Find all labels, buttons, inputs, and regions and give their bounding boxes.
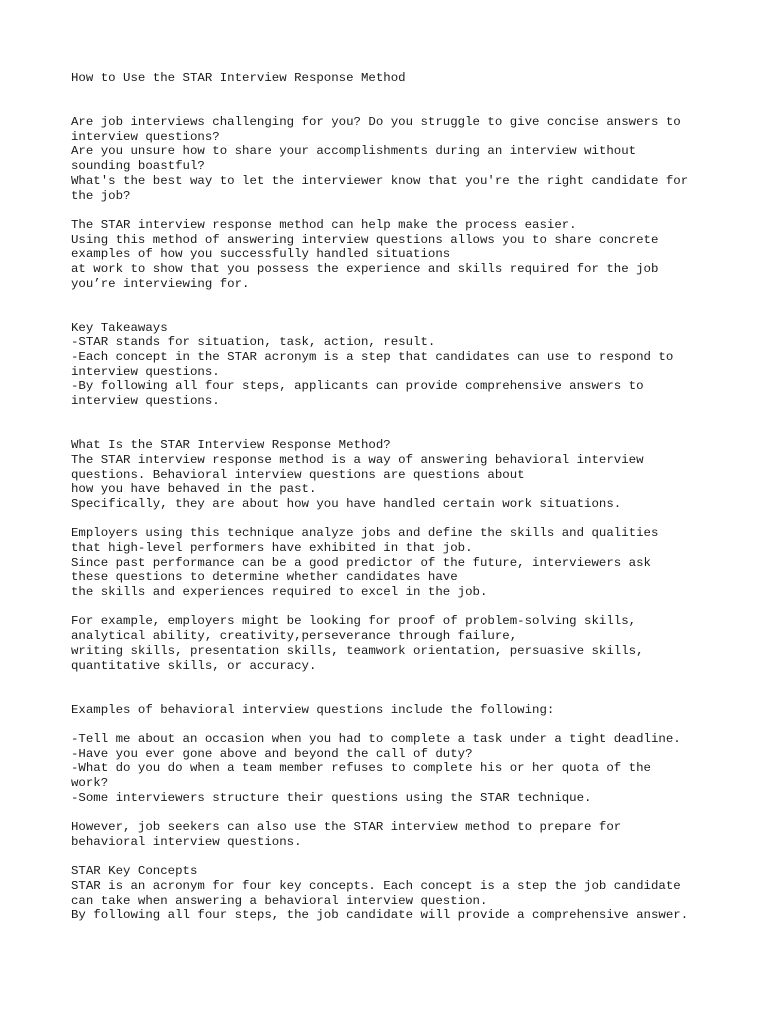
text-line: interview questions.: [71, 364, 220, 379]
text-line: the skills and experiences required to excel in the job.: [71, 585, 488, 600]
section-heading: Key Takeaways: [71, 320, 168, 335]
text-line: questions. Behavioral interview questions are questions about: [71, 467, 525, 482]
text-line: how you have behaved in the past.: [71, 482, 317, 497]
text-line: interview questions?: [71, 129, 220, 144]
text-line: you’re interviewing for.: [71, 276, 250, 291]
blank-line: [71, 100, 731, 115]
text-line: that high-level performers have exhibited in that job.: [71, 541, 473, 555]
text-line: can take when answering a behavioral interview question.: [71, 893, 488, 908]
document-title: How to Use the STAR Interview Response Method: [71, 71, 406, 85]
list-item: -Each concept in the STAR acronym is a step that candidates can use to respond to: [71, 350, 674, 365]
list-item: -Have you ever gone above and beyond the call of duty?: [71, 746, 473, 761]
text-line: behavioral interview questions.: [71, 834, 302, 849]
text-line: The STAR interview response method is a way of answering behavioral interview: [71, 452, 644, 467]
document-body: [71, 71, 731, 923]
text-line: Specifically, they are about how you have handled certain work situations.: [71, 496, 622, 511]
text-line: the job?: [71, 188, 131, 203]
text-line: Are job interviews challenging for you? Do you struggle to give concise answers to: [71, 115, 681, 130]
blank-line: [71, 717, 731, 732]
text-line: By following all four steps, the job candidate will provide a comprehensive answer.: [71, 908, 689, 923]
blank-line: [71, 688, 731, 703]
text-line: work?: [71, 776, 109, 790]
text-line: sounding boastful?: [71, 159, 205, 174]
text-line: these questions to determine whether candidates have: [71, 570, 458, 585]
blank-line: [71, 849, 731, 864]
blank-line: [71, 86, 731, 101]
text-line: quantitative skills, or accuracy.: [71, 658, 317, 673]
text-line: STAR is an acronym for four key concepts. Each concept is a step the job candidate: [71, 878, 681, 893]
blank-line: [71, 805, 731, 820]
list-item: -What do you do when a team member refuses to complete his or her quota of the: [71, 761, 651, 776]
text-line: Examples of behavioral interview questions include the following:: [71, 702, 555, 717]
section-heading: What Is the STAR Interview Response Method?: [71, 438, 391, 453]
section-heading: STAR Key Concepts: [71, 864, 198, 879]
text-line: What's the best way to let the interviewer know that you're the right candidate for: [71, 173, 689, 188]
text-line: Using this method of answering interview questions allows you to share concrete: [71, 232, 659, 247]
list-item: -By following all four steps, applicants can provide comprehensive answers to: [71, 379, 644, 394]
text-line: Employers using this technique analyze jobs and define the skills and qualities: [71, 526, 659, 541]
blank-line: [71, 512, 731, 527]
blank-line: [71, 409, 731, 424]
blank-line: [71, 600, 731, 615]
blank-line: [71, 291, 731, 306]
text-line: The STAR interview response method can help make the process easier.: [71, 217, 577, 232]
text-line: interview questions.: [71, 394, 220, 409]
blank-line: [71, 203, 731, 218]
text-line: examples of how you successfully handled situations: [71, 247, 451, 262]
text-line: Are you unsure how to share your accomplishments during an interview without: [71, 144, 637, 159]
text-line: However, job seekers can also use the STAR interview method to prepare for: [71, 820, 622, 835]
blank-line: [71, 424, 731, 439]
list-item: -Some interviewers structure their questions using the STAR technique.: [71, 790, 592, 805]
text-line: writing skills, presentation skills, teamwork orientation, persuasive skills,: [71, 643, 644, 658]
blank-line: [71, 673, 731, 688]
text-line: Since past performance can be a good predictor of the future, interviewers ask: [71, 555, 651, 570]
text-line: For example, employers might be looking for proof of problem-solving skills,: [71, 614, 637, 629]
text-line: analytical ability, creativity,perseverance through failure,: [71, 629, 518, 644]
blank-line: [71, 306, 731, 321]
list-item: -Tell me about an occasion when you had to complete a task under a tight deadline.: [71, 731, 681, 746]
list-item: -STAR stands for situation, task, action, result.: [71, 335, 436, 350]
text-line: at work to show that you possess the experience and skills required for the job: [71, 261, 659, 276]
